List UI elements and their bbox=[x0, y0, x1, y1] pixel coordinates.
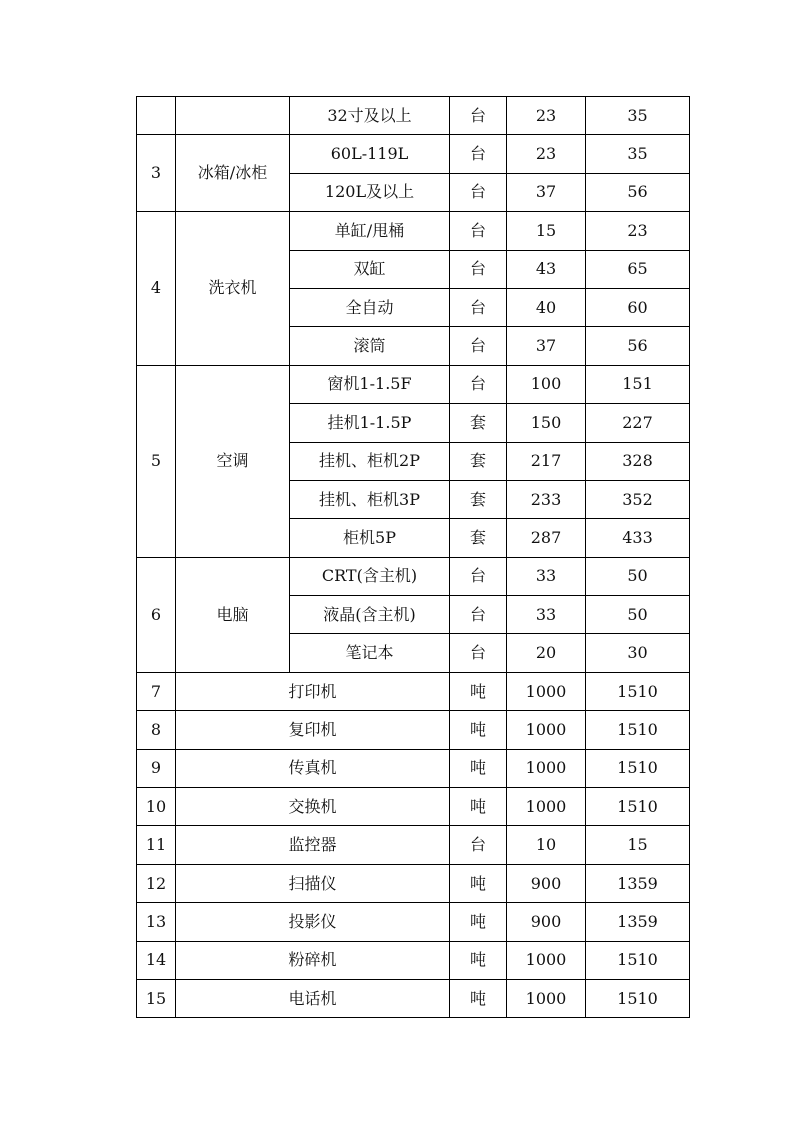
spec-cell: 32寸及以上 bbox=[290, 97, 450, 135]
value1-cell: 900 bbox=[507, 864, 586, 902]
item-name-cell: 交换机 bbox=[176, 788, 450, 826]
value1-cell: 150 bbox=[507, 404, 586, 442]
value1-cell: 23 bbox=[507, 97, 586, 135]
category-cell: 电脑 bbox=[176, 557, 290, 672]
value1-cell: 1000 bbox=[507, 941, 586, 979]
category-cell: 空调 bbox=[176, 365, 290, 557]
item-name-cell: 扫描仪 bbox=[176, 864, 450, 902]
table-row bbox=[137, 135, 690, 173]
value1-cell: 37 bbox=[507, 327, 586, 365]
unit-cell: 吨 bbox=[450, 903, 507, 941]
unit-cell: 台 bbox=[450, 97, 507, 135]
value2-cell: 1510 bbox=[586, 711, 690, 749]
value1-cell: 37 bbox=[507, 173, 586, 211]
item-number-cell: 7 bbox=[137, 672, 176, 710]
value2-cell: 1359 bbox=[586, 864, 690, 902]
item-number-cell: 15 bbox=[137, 979, 176, 1017]
item-name-cell: 投影仪 bbox=[176, 903, 450, 941]
unit-cell: 台 bbox=[450, 557, 507, 595]
table-row bbox=[137, 97, 690, 135]
value2-cell: 35 bbox=[586, 135, 690, 173]
item-number-cell: 10 bbox=[137, 788, 176, 826]
unit-cell: 台 bbox=[450, 288, 507, 326]
value2-cell: 1510 bbox=[586, 788, 690, 826]
item-number-cell bbox=[137, 97, 176, 135]
unit-cell: 台 bbox=[450, 365, 507, 403]
value1-cell: 15 bbox=[507, 212, 586, 250]
unit-cell: 套 bbox=[450, 442, 507, 480]
unit-cell: 吨 bbox=[450, 672, 507, 710]
unit-cell: 台 bbox=[450, 250, 507, 288]
table-row bbox=[137, 826, 690, 864]
item-number-cell: 9 bbox=[137, 749, 176, 787]
item-name-cell: 电话机 bbox=[176, 979, 450, 1017]
unit-cell: 台 bbox=[450, 173, 507, 211]
value2-cell: 60 bbox=[586, 288, 690, 326]
value2-cell: 227 bbox=[586, 404, 690, 442]
unit-cell: 台 bbox=[450, 327, 507, 365]
value2-cell: 352 bbox=[586, 480, 690, 518]
unit-cell: 吨 bbox=[450, 864, 507, 902]
unit-cell: 吨 bbox=[450, 941, 507, 979]
value2-cell: 56 bbox=[586, 173, 690, 211]
value2-cell: 23 bbox=[586, 212, 690, 250]
value2-cell: 35 bbox=[586, 97, 690, 135]
value2-cell: 328 bbox=[586, 442, 690, 480]
value2-cell: 50 bbox=[586, 557, 690, 595]
table-row bbox=[137, 212, 690, 250]
value1-cell: 1000 bbox=[507, 749, 586, 787]
value1-cell: 900 bbox=[507, 903, 586, 941]
value1-cell: 33 bbox=[507, 557, 586, 595]
table-row bbox=[137, 979, 690, 1017]
item-number-cell: 3 bbox=[137, 135, 176, 212]
table-row bbox=[137, 903, 690, 941]
table-row bbox=[137, 365, 690, 403]
spec-cell: 120L及以上 bbox=[290, 173, 450, 211]
unit-cell: 台 bbox=[450, 212, 507, 250]
spec-cell: 窗机1-1.5F bbox=[290, 365, 450, 403]
value1-cell: 1000 bbox=[507, 788, 586, 826]
unit-cell: 吨 bbox=[450, 711, 507, 749]
value2-cell: 1510 bbox=[586, 672, 690, 710]
unit-cell: 台 bbox=[450, 135, 507, 173]
item-name-cell: 复印机 bbox=[176, 711, 450, 749]
value1-cell: 1000 bbox=[507, 711, 586, 749]
spec-cell: 挂机1-1.5P bbox=[290, 404, 450, 442]
value1-cell: 1000 bbox=[507, 672, 586, 710]
table-row bbox=[137, 749, 690, 787]
spec-cell: 挂机、柜机3P bbox=[290, 480, 450, 518]
spec-cell: 笔记本 bbox=[290, 634, 450, 672]
value2-cell: 30 bbox=[586, 634, 690, 672]
category-cell: 洗衣机 bbox=[176, 212, 290, 366]
spec-cell: 双缸 bbox=[290, 250, 450, 288]
item-number-cell: 12 bbox=[137, 864, 176, 902]
item-name-cell: 传真机 bbox=[176, 749, 450, 787]
spec-cell: 单缸/甩桶 bbox=[290, 212, 450, 250]
spec-cell: CRT(含主机) bbox=[290, 557, 450, 595]
value1-cell: 23 bbox=[507, 135, 586, 173]
value1-cell: 20 bbox=[507, 634, 586, 672]
value2-cell: 1510 bbox=[586, 749, 690, 787]
spec-cell: 挂机、柜机2P bbox=[290, 442, 450, 480]
value1-cell: 10 bbox=[507, 826, 586, 864]
unit-cell: 台 bbox=[450, 634, 507, 672]
value2-cell: 1510 bbox=[586, 941, 690, 979]
value1-cell: 40 bbox=[507, 288, 586, 326]
category-cell bbox=[176, 97, 290, 135]
item-name-cell: 打印机 bbox=[176, 672, 450, 710]
value1-cell: 43 bbox=[507, 250, 586, 288]
item-number-cell: 4 bbox=[137, 212, 176, 366]
unit-cell: 台 bbox=[450, 826, 507, 864]
value2-cell: 1359 bbox=[586, 903, 690, 941]
table-row bbox=[137, 711, 690, 749]
unit-cell: 套 bbox=[450, 404, 507, 442]
table-row bbox=[137, 672, 690, 710]
spec-cell: 柜机5P bbox=[290, 519, 450, 557]
spec-cell: 液晶(含主机) bbox=[290, 596, 450, 634]
value2-cell: 65 bbox=[586, 250, 690, 288]
unit-cell: 套 bbox=[450, 480, 507, 518]
price-table bbox=[136, 96, 690, 1018]
table-row bbox=[137, 864, 690, 902]
item-name-cell: 监控器 bbox=[176, 826, 450, 864]
unit-cell: 吨 bbox=[450, 979, 507, 1017]
spec-cell: 60L-119L bbox=[290, 135, 450, 173]
item-number-cell: 8 bbox=[137, 711, 176, 749]
item-name-cell: 粉碎机 bbox=[176, 941, 450, 979]
value1-cell: 287 bbox=[507, 519, 586, 557]
table-row bbox=[137, 788, 690, 826]
value2-cell: 56 bbox=[586, 327, 690, 365]
value1-cell: 1000 bbox=[507, 979, 586, 1017]
item-number-cell: 5 bbox=[137, 365, 176, 557]
value2-cell: 15 bbox=[586, 826, 690, 864]
value2-cell: 151 bbox=[586, 365, 690, 403]
unit-cell: 吨 bbox=[450, 788, 507, 826]
table-row bbox=[137, 557, 690, 595]
item-number-cell: 14 bbox=[137, 941, 176, 979]
value1-cell: 217 bbox=[507, 442, 586, 480]
spec-cell: 滚筒 bbox=[290, 327, 450, 365]
value1-cell: 33 bbox=[507, 596, 586, 634]
item-number-cell: 13 bbox=[137, 903, 176, 941]
unit-cell: 套 bbox=[450, 519, 507, 557]
value1-cell: 233 bbox=[507, 480, 586, 518]
value1-cell: 100 bbox=[507, 365, 586, 403]
value2-cell: 1510 bbox=[586, 979, 690, 1017]
unit-cell: 台 bbox=[450, 596, 507, 634]
spec-cell: 全自动 bbox=[290, 288, 450, 326]
item-number-cell: 11 bbox=[137, 826, 176, 864]
value2-cell: 433 bbox=[586, 519, 690, 557]
item-number-cell: 6 bbox=[137, 557, 176, 672]
table-row bbox=[137, 941, 690, 979]
unit-cell: 吨 bbox=[450, 749, 507, 787]
category-cell: 冰箱/冰柜 bbox=[176, 135, 290, 212]
value2-cell: 50 bbox=[586, 596, 690, 634]
